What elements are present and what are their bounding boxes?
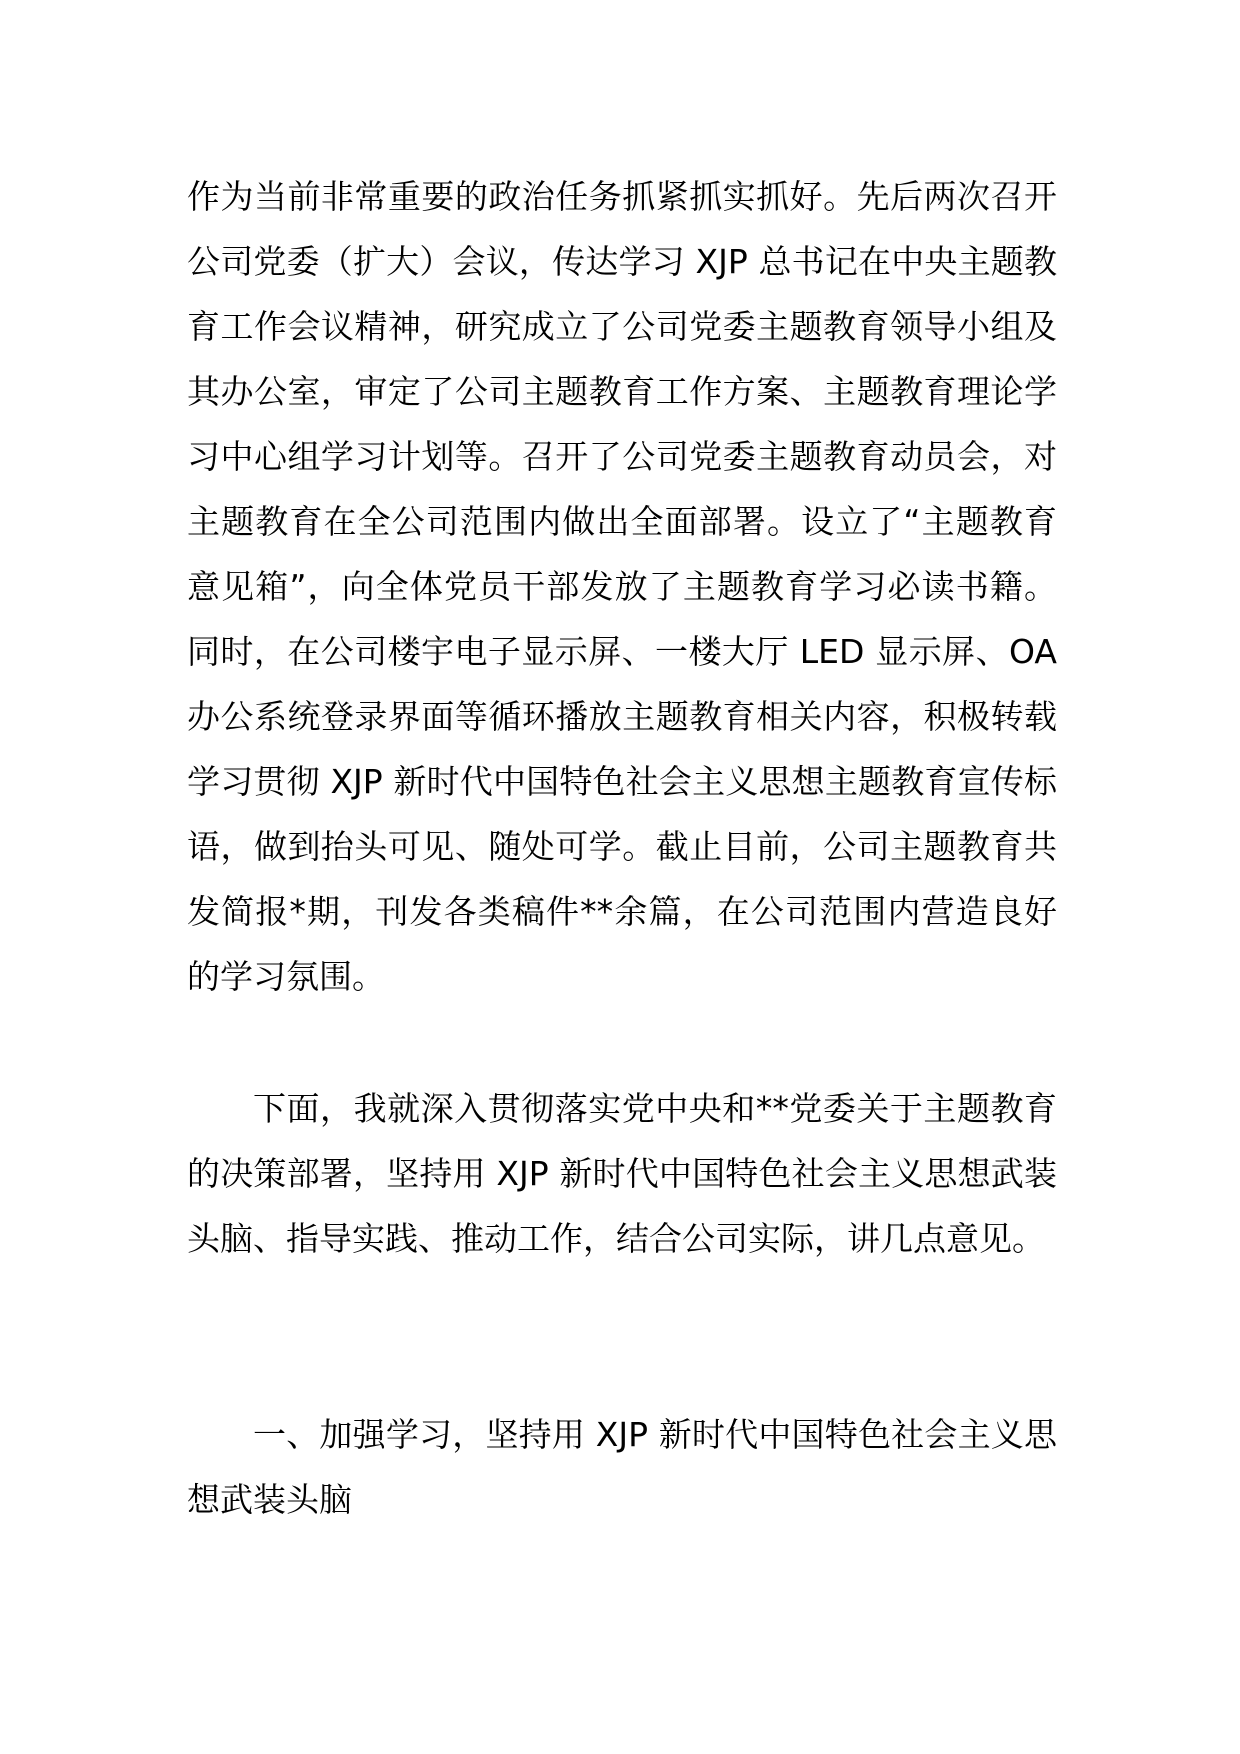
paragraph-opinion-intro: 下面，我就深入贯彻落实党中央和**党委关于主题教育的决策部署，坚持用 XJP 新时代中国特色社会主义思想武装头脑、指导实践、推动工作，结合公司实际，讲几点意见。 xyxy=(187,1089,1057,1258)
paragraph-intro-continuation: 作为当前非常重要的政治任务抓紧抓实抓好。先后两次召开公司党委（扩大）会议，传达学习 XJP 总书记在中央主题教育工作会议精神，研究成立了公司党委主题教育领导小组及其办公室，审定了公司主题教育工作方案、主题教育理论学习中心组学习计划等。召开了公司党委主题教育动员会，对主题教育在全公司范围内做出全面部署。设立了“主题教育意见箱”，向全体党员干部发放了主题教育学习必读书籍。同时，在公司楼宇电子显示屏、一楼大厅 LED 显示屏、OA 办公系统登录界面等循环播放主题教育相关内容，积极转载学习贯彻 XJP 新时代中国特色社会主义思想主题教育宣传标语，做到抬头可见、随处可学。截止目前，公司主题教育共发简报*期，刊发各类稿件**余篇，在公司范围内营造良好的学习氛围。 xyxy=(187,177,1057,996)
section-heading-one: 一、加强学习，坚持用 XJP 新时代中国特色社会主义思想武装头脑 xyxy=(187,1415,1057,1519)
